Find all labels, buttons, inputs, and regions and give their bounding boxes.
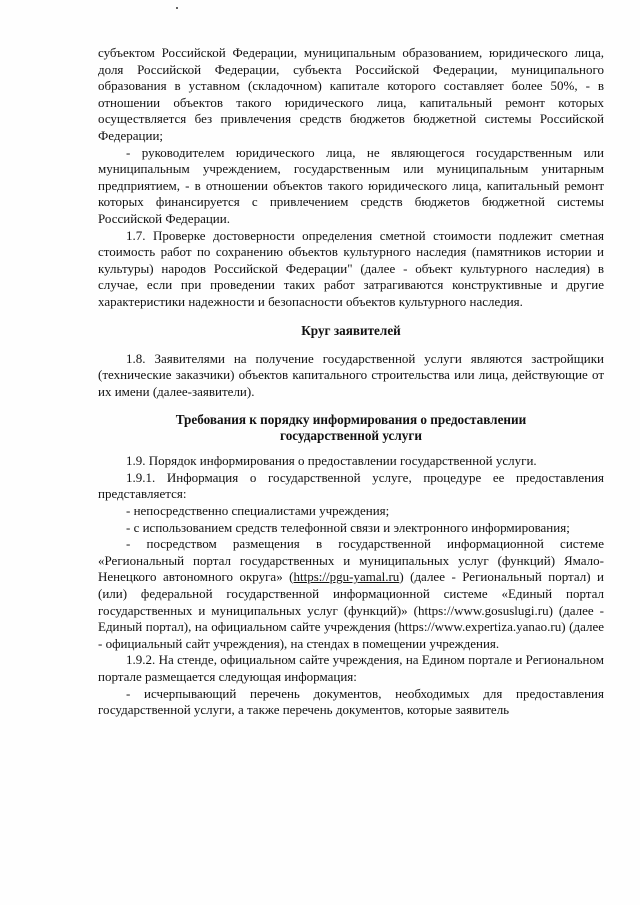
list-item-telephone: - с использованием средств телефонной связи и электронного информирования; xyxy=(126,519,570,535)
paragraph-1-9-2: 1.9.2. На стенде, официальном сайте учреждения, на Едином портале и Региональном портале размещается следующая информация: xyxy=(98,652,604,684)
regional-portal-link[interactable]: https://pgu-yamal.ru xyxy=(293,569,400,585)
document-body xyxy=(98,45,604,719)
paragraph-continuation: субъектом Российской Федерации, муниципальным образованием, юридического лица, доля Российской Федерации, субъекта Российской Федерации, муниципального образования в уставном (складочном) капитале которого составляет более 50%, - в отношении объектов такого юридического лица, капитальный ремонт которых осуществляется без привлечения средств бюджетов бюджетной системы Российской Федерации; xyxy=(98,45,604,143)
paragraph-list-item: - руководителем юридического лица, не являющегося государственным или муниципальным учреждением, государственным или муниципальным унитарным предприятием, - в отношении объектов такого юридического лица, капитальный ремонт которых финансируется с привлечением средств бюджетов бюджетной системы Российской Федерации. xyxy=(98,144,604,226)
paragraph-1-8: 1.8. Заявителями на получение государственной услуги являются застройщики (технические заказчики) объектов капитального строительства или лица, действующие от их имени (далее-заявители). xyxy=(98,350,604,399)
list-item-specialists: - непосредственно специалистами учреждения; xyxy=(126,503,390,519)
section-heading-applicants: Круг заявителей xyxy=(301,322,401,338)
heading-line-2: государственной услуги xyxy=(280,428,422,444)
heading-line-1: Требования к порядку информирования о предоставлении xyxy=(175,412,527,428)
scan-speck xyxy=(176,7,178,9)
paragraph-1-7: 1.7. Проверке достоверности определения сметной стоимости подлежит сметная стоимость работ по сохранению объектов культурного наследия (памятников истории и культуры) народов Российской Федерации" (далее - объект культурного наследия) в случае, если при проведении таких работ затрагиваются конструктивные и другие характеристики надежности и безопасности объектов культурного наследия. xyxy=(98,227,604,309)
paragraph-1-9-1: 1.9.1. Информация о государственной услуге, процедуре ее предоставления представляется: xyxy=(98,469,604,502)
section-heading-information xyxy=(98,412,604,444)
list-item-documents: - исчерпывающий перечень документов, необходимых для предоставления государственной услуги, а также перечень документов, которые заявитель xyxy=(98,685,604,718)
paragraph-1-9: 1.9. Порядок информирования о предоставлении государственной услуги. xyxy=(126,453,537,469)
list-item-portals: - посредством размещения в государственной информационной системе «Региональный портал государственных и муниципальных услуг (функций) Ямало-Ненецкого автономного округа» (https://pgu-yamal.ru) (далее - Региональный портал) и (или) федеральной государственной информационной системе «Единый портал государственных и муниципальных услуг (функций)» (https://www.gosuslugi.ru) (далее - Единый портал), на официальном сайте учреждения (https://www.expertiza.yanao.ru) (далее - официальный сайт учреждения), на стендах в помещении учреждения. xyxy=(98,536,605,651)
